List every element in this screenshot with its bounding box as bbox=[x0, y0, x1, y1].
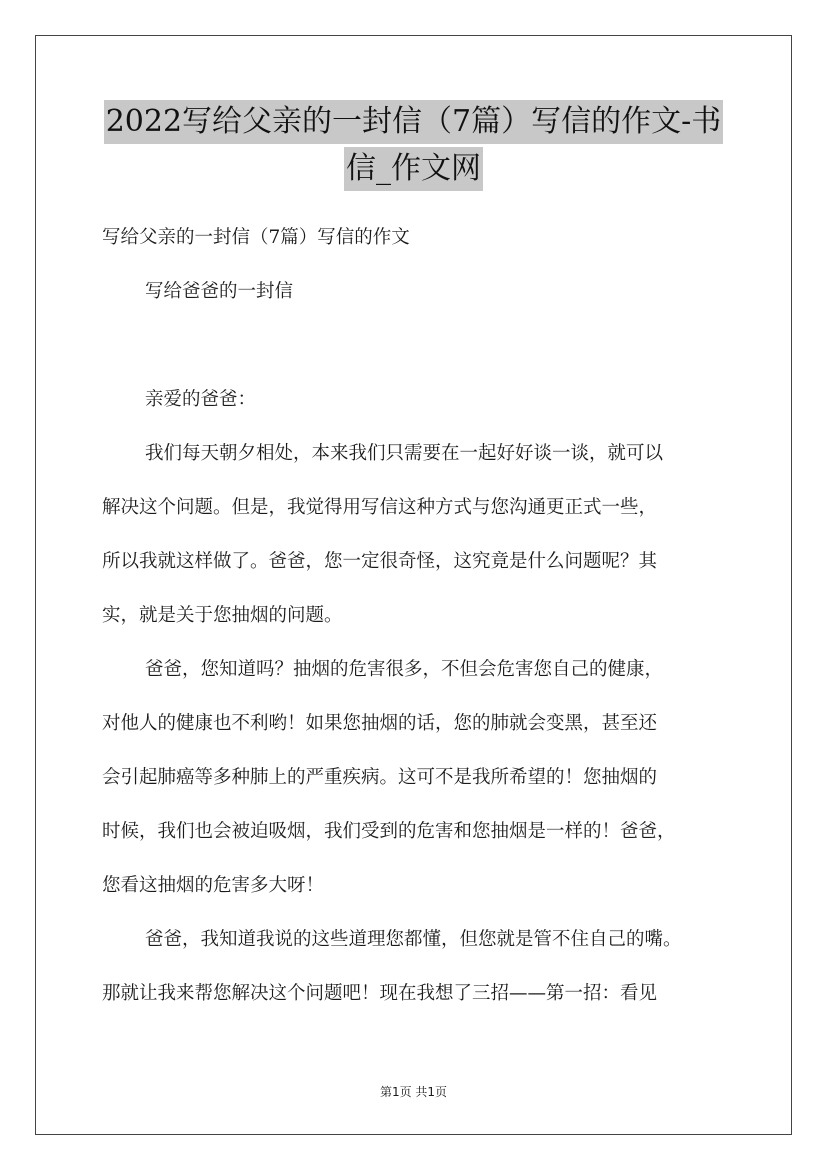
greeting: 亲爱的爸爸： bbox=[145, 389, 257, 410]
body-line: 那就让我来帮您解决这个问题吧！现在我想了三招——第一招：看见 bbox=[102, 983, 658, 1004]
body-line: 我们每天朝夕相处，本来我们只需要在一起好好谈一谈，就可以 bbox=[145, 443, 664, 464]
page-border bbox=[35, 35, 792, 1135]
body-line: 爸爸，您知道吗？抽烟的危害很多，不但会危害您自己的健康， bbox=[145, 659, 664, 680]
document-title bbox=[40, 100, 787, 191]
letter-title: 写给爸爸的一封信 bbox=[145, 281, 294, 302]
title-line-2: 信_作文网 bbox=[344, 147, 483, 191]
body-line: 对他人的健康也不利哟！如果您抽烟的话，您的肺就会变黑，甚至还 bbox=[102, 713, 658, 734]
body-line: 所以我就这样做了。爸爸，您一定很奇怪，这究竟是什么问题呢？其 bbox=[102, 551, 658, 572]
body-line: 您看这抽烟的危害多大呀！ bbox=[102, 875, 325, 896]
page-footer: 第1页 共1页 bbox=[379, 1085, 448, 1099]
body-line: 解决这个问题。但是，我觉得用写信这种方式与您沟通更正式一些， bbox=[102, 497, 658, 518]
body-line: 时候，我们也会被迫吸烟，我们受到的危害和您抽烟是一样的！爸爸， bbox=[102, 821, 676, 842]
body-line: 会引起肺癌等多种肺上的严重疾病。这可不是我所希望的！您抽烟的 bbox=[102, 767, 658, 788]
title-line-1: 2022写给父亲的一封信（7篇）写信的作文-书 bbox=[104, 100, 724, 144]
body-line: 实，就是关于您抽烟的问题。 bbox=[102, 605, 343, 626]
subtitle: 写给父亲的一封信（7篇）写信的作文 bbox=[102, 227, 410, 248]
body-line: 爸爸，我知道我说的这些道理您都懂，但您就是管不住自己的嘴。 bbox=[145, 929, 682, 950]
